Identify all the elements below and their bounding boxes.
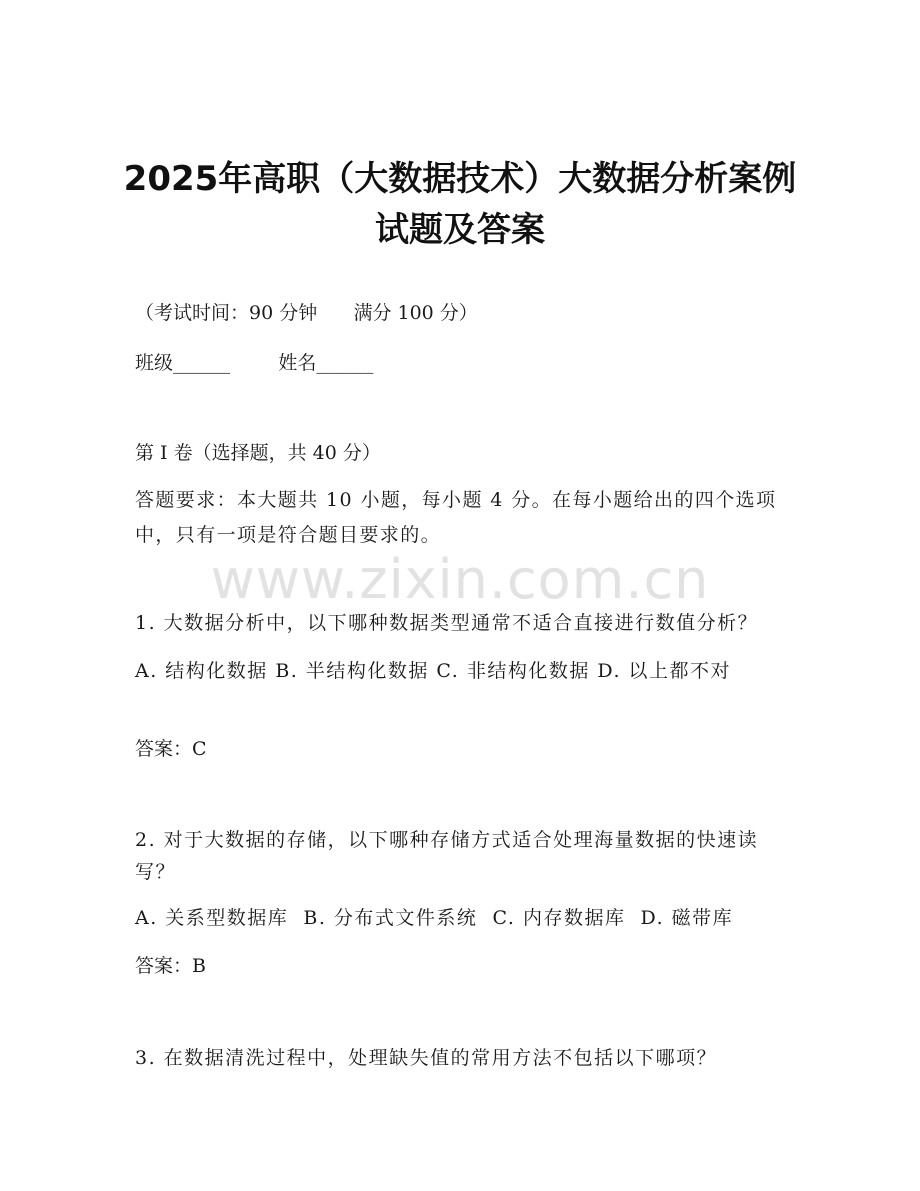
instructions: 答题要求：本大题共 10 小题，每小题 4 分。在每小题给出的四个选项中，只有一项是符合题目要求的。 [135, 489, 777, 546]
exam-info: （考试时间：90 分钟 满分 100 分） [135, 302, 478, 324]
question-1-answer: 答案：C [135, 738, 207, 760]
class-name-fields: 班级______ 姓名______ [135, 352, 374, 374]
document-title-line-1: 2025年高职（大数据技术）大数据分析案例 [123, 159, 797, 199]
question-1-stem: 1. 大数据分析中，以下哪种数据类型通常不适合直接进行数值分析？ [135, 612, 759, 634]
question-1-options: A. 结构化数据 B. 半结构化数据 C. 非结构化数据 D. 以上都不对 [135, 660, 732, 682]
watermark: www.zixin.com.cn [210, 548, 710, 611]
document-title-line-2: 试题及答案 [375, 210, 545, 250]
question-2-stem: 2. 对于大数据的存储，以下哪种存储方式适合处理海量数据的快速读写？ [135, 829, 759, 883]
question-2-answer: 答案：B [135, 955, 206, 977]
section-heading: 第 I 卷（选择题，共 40 分） [135, 442, 381, 464]
question-2-options: A. 关系型数据库 B. 分布式文件系统 C. 内存数据库 D. 磁带库 [135, 907, 734, 929]
question-3-stem: 3. 在数据清洗过程中，处理缺失值的常用方法不包括以下哪项？ [135, 1047, 718, 1069]
